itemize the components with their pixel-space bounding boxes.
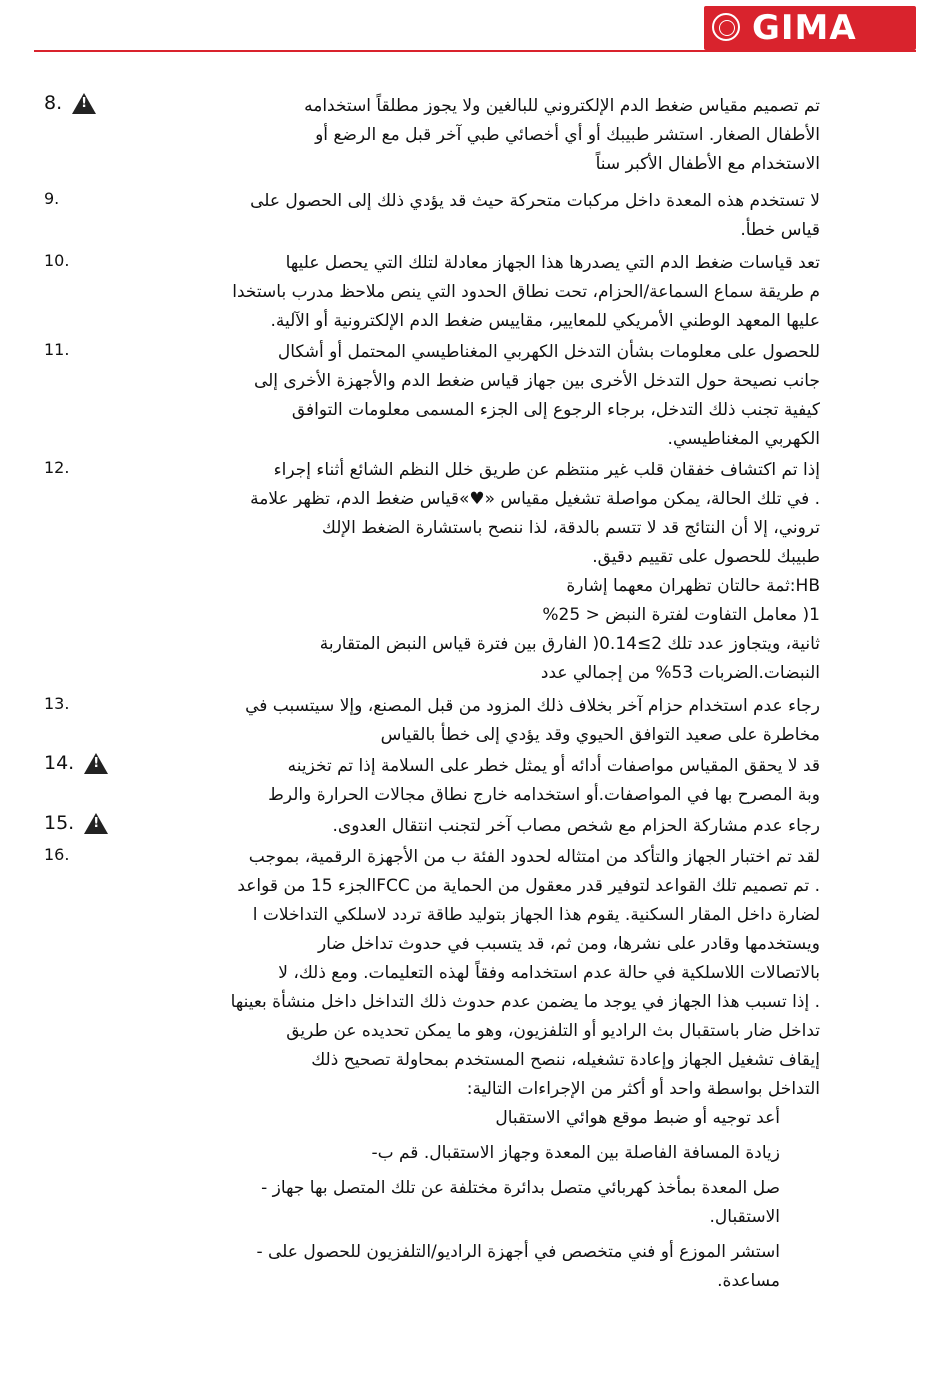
- item-number: 8.!: [44, 92, 96, 114]
- gima-logo: [704, 6, 916, 50]
- bullet-item: صل المعدة بمأخذ كهربائي متصل بدائرة مختلفة عن تلك المتصل بها جهاز - الاستقبال.: [261, 1178, 780, 1227]
- item-text: للحصول على معلومات بشأن التدخل الكهربي المغناطيسي المحتمل أو أشكال جانب نصيحة حول التدخل الأخرى بين جهاز قياس ضغط الدم والأجهزة الأخرى إلى كيفية تجنب ذلك التدخل، برجاء الرجوع إلى الجزء المسمى معلومات التوافق الكهربي المغناطيسي.: [253, 342, 820, 449]
- item-number: 11.: [44, 340, 70, 359]
- item-text: تعد قياسات ضغط الدم التي يصدرها هذا الجهاز معادلة لتلك التي يحصل عليها م طريقة سماع السماعة/الحزام، تحت نطاق الحدود التي ينص ملاحظ مدرب باستخدا عليها المعهد الوطني الأمريكي للمعايير، مقاييس ضغط الدم الإلكترونية أو الآلية.: [232, 253, 820, 331]
- item-number: 9.: [44, 189, 60, 208]
- item-number: 12.: [44, 458, 70, 477]
- list-item: [40, 456, 820, 601]
- warning-icon: [84, 753, 108, 774]
- item-number: 16.: [44, 845, 70, 864]
- item-text: رجاء عدم مشاركة الحزام مع شخص مصاب آخر لتجنب انتقال العدوى.: [332, 816, 820, 836]
- item-text: إذا تم اكتشاف خفقان قلب غير منتظم عن طريق خلل النظم الشائع أثناء إجراء . في تلك الحالة، يمكن مواصلة تشغيل مقياس «♥»قياس ضغط الدم، تظهر علامة تروني، إلا أن النتائج قد لا تتسم بالدقة، لذا ننصح باستشارة الضغط الإلك طبيبك للحصول على تقييم دقيق. HB:ثمة حالتان تظهران معهما إشارة: [250, 460, 820, 596]
- item-text: تم تصميم مقياس ضغط الدم الإلكتروني للبالغين ولا يجوز مطلقاً استخدامه الأطفال الصغار. استشر طبيبك أو أي أخصائي طبي آخر قبل مع الرضع أو الاستخدام مع الأطفال الأكبر سناً: [304, 96, 820, 174]
- item-number: 13.: [44, 694, 70, 713]
- item-text: ثانية، ويتجاوز عدد تلك 2≥0.14( الفارق بين فترة قياس النبض المتقاربة النبضات.الضربات 53% من إجمالي عدد: [319, 634, 820, 683]
- bullet-item: استشر الموزع أو فني متخصص في أجهزة الراديو/التلفزيون للحصول على - مساعدة.: [256, 1242, 780, 1291]
- list-item: [40, 187, 820, 245]
- list-item: [40, 630, 820, 688]
- document-body: [40, 92, 820, 1296]
- gima-seal-icon: [712, 13, 740, 41]
- item-text: 1( معامل التفاوت لفترة النبض < 25%: [542, 605, 820, 625]
- header-divider: [34, 50, 916, 52]
- list-item: [40, 812, 820, 841]
- list-item: [40, 843, 820, 1104]
- item-text: لا تستخدم هذه المعدة داخل مركبات متحركة حيث قد يؤدي ذلك إلى الحصول على قياس خطأ.: [250, 191, 820, 240]
- bullet-item: زيادة المسافة الفاصلة بين المعدة وجهاز الاستقبال. قم ب-: [371, 1143, 780, 1163]
- list-item: [40, 338, 820, 454]
- list-item: [40, 249, 820, 336]
- item-number: 14.!: [44, 752, 108, 774]
- warning-icon: [84, 813, 108, 834]
- bullet-list: [40, 1104, 820, 1296]
- list-item: [40, 752, 820, 810]
- bullet-item: أعد توجيه أو ضبط موقع هوائي الاستقبال: [495, 1108, 780, 1128]
- item-number: 15.!: [44, 812, 108, 834]
- list-item: [40, 92, 820, 179]
- item-text: لقد تم اختبار الجهاز والتأكد من امتثاله لحدود الفئة ب من الأجهزة الرقمية، بموجب . تم تصميم تلك القواعد لتوفير قدر معقول من الحماية من FCCالجزء 15 من قواعد لضارة داخل المقار السكنية. يقوم هذا الجهاز بتوليد طاقة تردد لاسلكي التداخلات ا ويستخدمها وقادر على نشرها، ومن ثم، قد يتسبب في حدوث تداخل ضار بالاتصالات اللاسلكية في حالة عدم استخدامه وفقاً لهذه التعليمات. ومع ذلك، لا . إذا تسبب هذا الجهاز في يوجد ما يضمن عدم حدوث ذلك التداخل داخل منشأة بعينها تداخل ضار باستقبال بث الراديو أو التلفزيون، وهو ما يمكن تحديده عن طريق إيقاف تشغيل الجهاز وإعادة تشغيله، ننصح المستخدم بمحاولة تصحيح ذلك التداخل بواسطة واحد أو أكثر من الإجراءات التالية:: [230, 847, 820, 1099]
- item-text: رجاء عدم استخدام حزام آخر بخلاف ذلك المزود من قبل المصنع، وإلا سيتسبب في مخاطرة على صعيد التوافق الحيوي وقد يؤدي إلى خطأ بالقياس: [245, 696, 820, 745]
- list-item: [40, 601, 820, 630]
- item-number: 10.: [44, 251, 70, 270]
- warning-icon: [72, 93, 96, 114]
- item-text: قد لا يحقق المقياس مواصفات أدائه أو يمثل خطر على السلامة إذا تم تخزينه وبة المصرح بها في المواصفات.أو استخدامه خارج نطاق مجالات الحرارة والرط: [268, 756, 820, 805]
- brand-name: GIMA: [752, 8, 857, 48]
- list-item: [40, 692, 820, 750]
